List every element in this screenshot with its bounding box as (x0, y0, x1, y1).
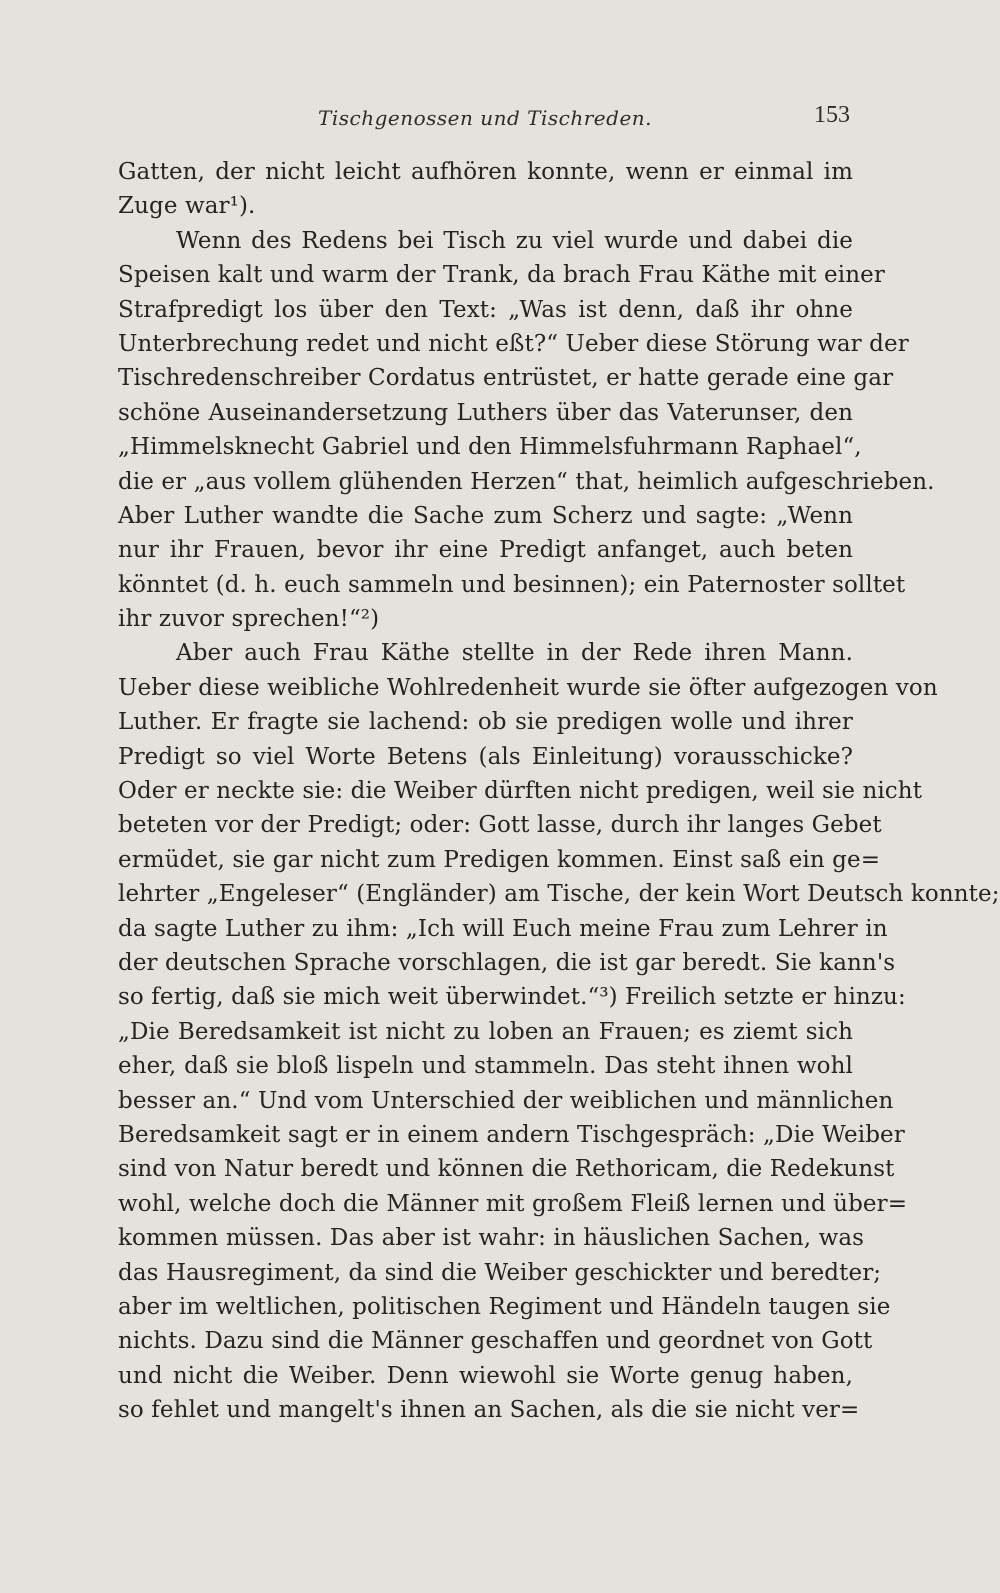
text-line: da sagte Luther zu ihm: „Ich will Euch meine Frau zum Lehrer in (118, 915, 888, 942)
text-line: Predigt so viel Worte Betens (als Einleitung) vorausschicke? (118, 743, 853, 770)
text-line: nichts. Dazu sind die Männer geschaffen und geordnet von Gott (118, 1328, 873, 1355)
text-line: könntet (d. h. euch sammeln und besinnen); ein Paternoster solltet (118, 571, 906, 598)
text-line: Strafpredigt los über den Text: „Was ist denn, daß ihr ohne (118, 296, 853, 323)
text-line: so fehlet und mangelt's ihnen an Sachen, als die sie nicht ver= (118, 1397, 860, 1424)
text-line: schöne Auseinandersetzung Luthers über das Vaterunser, den (118, 399, 853, 426)
running-title: Tischgenossen und Tischreden. (318, 106, 653, 130)
text-line: so fertig, daß sie mich weit überwindet.“³) Freilich setzte er hinzu: (118, 984, 906, 1011)
text-line: „Himmelsknecht Gabriel und den Himmelsfuhrmann Raphael“, (118, 434, 862, 461)
page-number: 153 (814, 102, 850, 128)
text-line: lehrter „Engeleser“ (Engländer) am Tische, der kein Wort Deutsch konnte; (118, 881, 1000, 908)
body-text (118, 155, 1000, 1427)
text-line: Unterbrechung redet und nicht eßt?“ Ueber diese Störung war der (118, 330, 909, 357)
text-line: Aber Luther wandte die Sache zum Scherz und sagte: „Wenn (118, 502, 853, 529)
text-line: eher, daß sie bloß lispeln und stammeln. Das steht ihnen wohl (118, 1053, 853, 1080)
text-line: ermüdet, sie gar nicht zum Predigen kommen. Einst saß ein ge= (118, 846, 881, 873)
text-line: „Die Beredsamkeit ist nicht zu loben an Frauen; es ziemt sich (118, 1018, 853, 1045)
text-line: beteten vor der Predigt; oder: Gott lasse, durch ihr langes Gebet (118, 812, 882, 839)
text-line: aber im weltlichen, politischen Regiment und Händeln taugen sie (118, 1293, 891, 1320)
text-line: ihr zuvor sprechen!“²) (118, 606, 380, 633)
text-line: der deutschen Sprache vorschlagen, die ist gar beredt. Sie kann's (118, 949, 896, 976)
text-line: Tischredenschreiber Cordatus entrüstet, er hatte gerade eine gar (118, 365, 894, 392)
text-line: Ueber diese weibliche Wohlredenheit wurde sie öfter aufgezogen von (118, 674, 938, 701)
text-line: die er „aus vollem glühenden Herzen“ that, heimlich aufgeschrieben. (118, 468, 935, 495)
text-line: nur ihr Frauen, bevor ihr eine Predigt anfanget, auch beten (118, 537, 853, 564)
text-line: Beredsamkeit sagt er in einem andern Tischgespräch: „Die Weiber (118, 1121, 905, 1148)
running-head (0, 102, 1000, 136)
text-line: besser an.“ Und vom Unterschied der weiblichen und männlichen (118, 1087, 894, 1114)
text-line: Oder er neckte sie: die Weiber dürften nicht predigen, weil sie nicht (118, 778, 923, 805)
text-line: Aber auch Frau Käthe stellte in der Rede ihren Mann. (176, 640, 853, 667)
text-line: wohl, welche doch die Männer mit großem Fleiß lernen und über= (118, 1190, 908, 1217)
text-line: Luther. Er fragte sie lachend: ob sie predigen wolle und ihrer (118, 709, 853, 736)
text-line: kommen müssen. Das aber ist wahr: in häuslichen Sachen, was (118, 1225, 865, 1252)
text-line: das Hausregiment, da sind die Weiber geschickter und beredter; (118, 1259, 882, 1286)
text-line: Gatten, der nicht leicht aufhören konnte, wenn er einmal im (118, 159, 853, 185)
text-line: und nicht die Weiber. Denn wiewohl sie Worte genug haben, (118, 1362, 853, 1389)
text-line: sind von Natur beredt und können die Rethoricam, die Redekunst (118, 1156, 895, 1183)
text-line: Speisen kalt und warm der Trank, da brach Frau Käthe mit einer (118, 262, 885, 289)
text-line: Zuge war¹). (118, 193, 256, 220)
text-line: Wenn des Redens bei Tisch zu viel wurde und dabei die (176, 227, 853, 254)
